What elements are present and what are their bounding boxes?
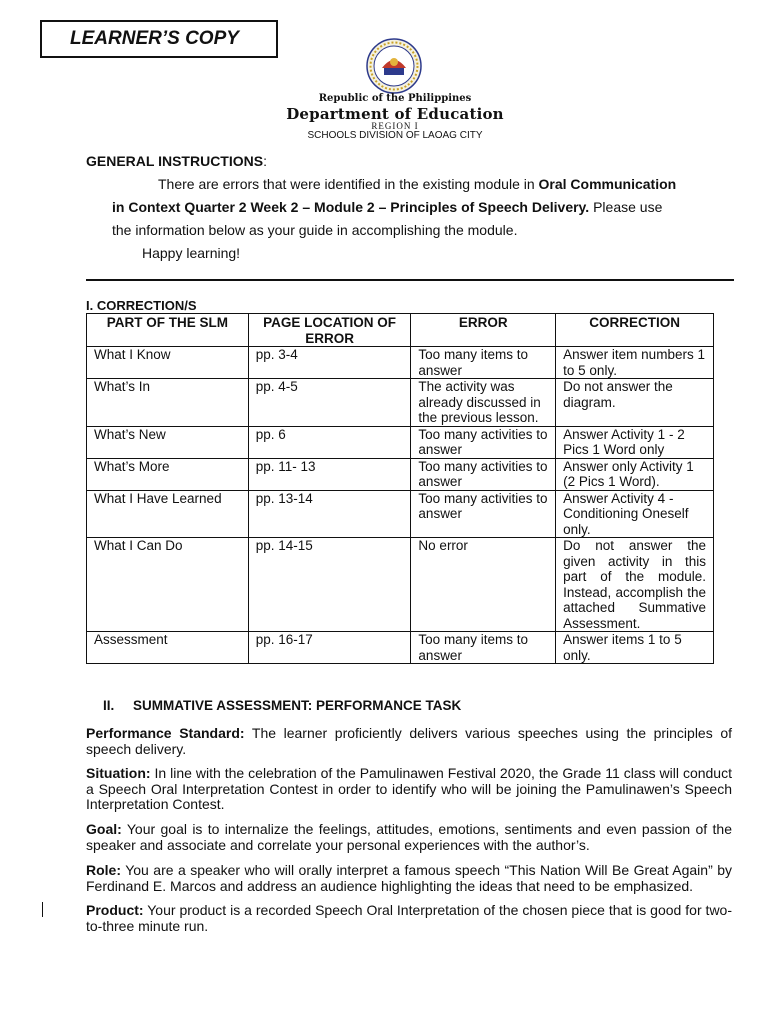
table-cell: pp. 6 <box>248 426 411 458</box>
table-cell: Answer Activity 1 - 2 Pics 1 Word only <box>556 426 714 458</box>
table-cell: Assessment <box>87 632 249 664</box>
region-line: REGION I <box>371 121 419 131</box>
table-cell: The activity was already discussed in the previous lesson. <box>411 379 556 427</box>
republic-line: Republic of the Philippines <box>318 93 472 104</box>
table-row <box>87 347 714 379</box>
table-row <box>87 379 714 427</box>
corrections-heading: I. CORRECTION/S <box>86 298 197 313</box>
situation-paragraph: Situation: In line with the celebration of the Pamulinawen Festival 2020, the Grade 11 class will conduct a Speech Oral Interpretation Contest in order to identify who will be joining the Pamulinawen’s Speech Interpretation Contest. <box>86 765 732 812</box>
table-cell: Too many activities to answer <box>411 426 556 458</box>
table-row <box>87 632 714 664</box>
corrections-table <box>86 313 714 664</box>
table-cell: Answer items 1 to 5 only. <box>556 632 714 664</box>
table-cell: What I Have Learned <box>87 490 249 538</box>
column-header: CORRECTION <box>556 314 714 347</box>
table-cell: pp. 3-4 <box>248 347 411 379</box>
table-cell: What’s New <box>87 426 249 458</box>
learners-copy-badge: LEARNER’S COPY <box>40 20 278 58</box>
table-cell: No error <box>411 538 556 632</box>
department-name: Department of Education <box>286 105 504 123</box>
instructions-line-2: in Context Quarter 2 Week 2 – Module 2 – Principles of Speech Delivery. Please use <box>112 199 663 215</box>
table-cell: Answer Activity 4 - Conditioning Oneself only. <box>556 490 714 538</box>
table-cell: What’s More <box>87 458 249 490</box>
table-cell: Do not answer the given activity in this part of the module. Instead, accomplish the attached Summative Assessment. <box>556 538 714 632</box>
column-header: PAGE LOCATION OF ERROR <box>248 314 411 347</box>
performance-standard-paragraph: Performance Standard: The learner proficiently delivers various speeches using the principles of speech delivery. <box>86 725 733 757</box>
column-header: PART OF THE SLM <box>87 314 249 347</box>
table-cell: pp. 14-15 <box>248 538 411 632</box>
text-cursor <box>42 902 43 917</box>
table-cell: Too many items to answer <box>411 632 556 664</box>
product-paragraph: Product: Your product is a recorded Speech Oral Interpretation of the chosen piece that is good for two-to-three minute run. <box>86 902 732 934</box>
table-row <box>87 458 714 490</box>
table-cell: What’s In <box>87 379 249 427</box>
table-cell: pp. 13-14 <box>248 490 411 538</box>
divider <box>86 279 734 281</box>
table-header-row <box>87 314 714 347</box>
happy-learning: Happy learning! <box>142 245 241 261</box>
instructions-line-3: the information below as your guide in accomplishing the module. <box>112 222 518 238</box>
role-paragraph: Role: You are a speaker who will orally interpret a famous speech “This Nation Will Be Great Again” by Ferdinand E. Marcos and address an audience highlighting the ideas that need to be emphasized. <box>86 862 732 894</box>
table-row <box>87 426 714 458</box>
division-line: SCHOOLS DIVISION OF LAOAG CITY <box>307 130 483 141</box>
summative-heading: II. SUMMATIVE ASSESSMENT: PERFORMANCE TASK <box>103 698 462 713</box>
column-header: ERROR <box>411 314 556 347</box>
table-row <box>87 490 714 538</box>
table-cell: What I Can Do <box>87 538 249 632</box>
table-cell: What I Know <box>87 347 249 379</box>
table-cell: Do not answer the diagram. <box>556 379 714 427</box>
deped-seal-logo <box>366 38 422 94</box>
instructions-line-1: There are errors that were identified in the existing module in Oral Communication <box>158 176 677 192</box>
table-cell: Too many items to answer <box>411 347 556 379</box>
table-cell: pp. 11- 13 <box>248 458 411 490</box>
table-cell: Answer item numbers 1 to 5 only. <box>556 347 714 379</box>
table-cell: Too many activities to answer <box>411 458 556 490</box>
table-row <box>87 538 714 632</box>
table-cell: pp. 16-17 <box>248 632 411 664</box>
table-cell: Too many activities to answer <box>411 490 556 538</box>
goal-paragraph: Goal: Your goal is to internalize the feelings, attitudes, emotions, sentiments and even passion of the speaker and associate and correlate your personal experiences with the author’s. <box>86 821 732 853</box>
table-cell: pp. 4-5 <box>248 379 411 427</box>
general-instructions-heading: GENERAL INSTRUCTIONS: <box>86 153 267 169</box>
table-cell: Answer only Activity 1 (2 Pics 1 Word). <box>556 458 714 490</box>
